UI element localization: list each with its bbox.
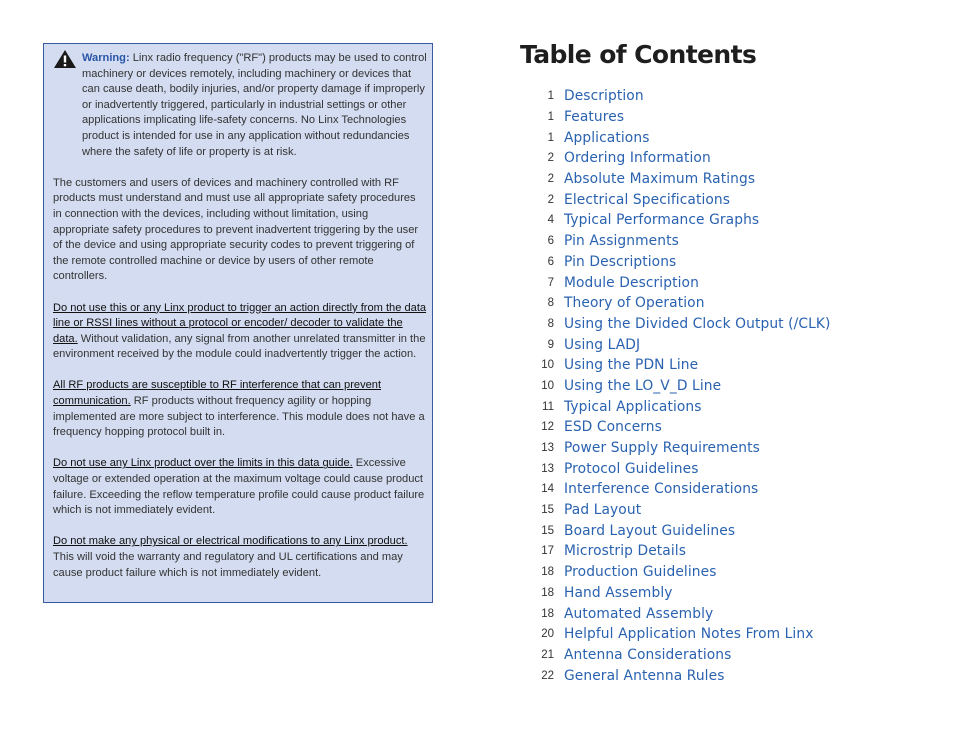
- toc-link[interactable]: General Antenna Rules: [564, 667, 725, 684]
- toc-link[interactable]: Microstrip Details: [564, 543, 687, 560]
- toc-page-number: 20: [541, 628, 554, 641]
- toc-entry[interactable]: [520, 127, 831, 148]
- toc-page-number: 10: [541, 359, 554, 372]
- toc-page-number: 11: [542, 400, 554, 413]
- warning-triangle-icon: [53, 49, 77, 69]
- toc-entry[interactable]: [520, 665, 831, 686]
- toc-link[interactable]: Automated Assembly: [564, 605, 714, 622]
- toc-link[interactable]: Antenna Considerations: [564, 646, 732, 663]
- toc-link[interactable]: Using the Divided Clock Output (/CLK): [564, 315, 831, 332]
- toc-page-number: 18: [541, 586, 554, 599]
- toc-entry[interactable]: [520, 500, 831, 521]
- toc-entry[interactable]: [520, 169, 831, 190]
- toc-link[interactable]: ESD Concerns: [564, 419, 662, 436]
- toc-link[interactable]: Module Description: [564, 274, 699, 291]
- toc-page-number: 1: [547, 131, 554, 144]
- toc-page-number: 22: [541, 669, 554, 682]
- toc-entry[interactable]: [520, 479, 831, 500]
- toc-page-number: 15: [541, 504, 554, 517]
- toc-link[interactable]: Features: [564, 109, 625, 126]
- toc-entry[interactable]: [520, 293, 831, 314]
- toc-page-number: 8: [547, 297, 554, 310]
- toc-page-number: 17: [541, 545, 554, 558]
- toc-entry[interactable]: [520, 583, 831, 604]
- toc-page-number: 12: [541, 421, 554, 434]
- toc-entry[interactable]: [520, 645, 831, 666]
- toc-entry[interactable]: [520, 376, 831, 397]
- warning-text: [53, 51, 427, 581]
- toc-entry[interactable]: [520, 148, 831, 169]
- toc-entry[interactable]: [520, 252, 831, 273]
- toc-entry[interactable]: [520, 334, 831, 355]
- toc-page-number: 7: [547, 276, 554, 289]
- toc-page-number: 2: [547, 193, 554, 206]
- toc-page-number: 2: [547, 173, 554, 186]
- toc-link[interactable]: Interference Considerations: [564, 481, 759, 498]
- toc-link[interactable]: Electrical Specifications: [564, 191, 731, 208]
- warning-paragraph-2: The customers and users of devices and machinery controlled with RF products must understand and must use all appropriate safety procedures in connection with the devices, including without limitation, using appropriate safety procedures to prevent inadvertent triggering by the user of the device and using appropriate security codes to prevent triggering of the remote controlled machine or device by users of other remote controllers.: [53, 176, 419, 283]
- toc-entry[interactable]: [520, 624, 831, 645]
- toc-entry[interactable]: [520, 355, 831, 376]
- toc-entry[interactable]: [520, 562, 831, 583]
- warning-box: [43, 43, 433, 603]
- toc-page-number: 4: [547, 214, 554, 227]
- toc-page-number: 15: [541, 524, 554, 537]
- toc-entry[interactable]: [520, 603, 831, 624]
- toc-entry[interactable]: [520, 417, 831, 438]
- warning-paragraph-4: All RF products are susceptible to RF interference that can prevent communication. RF products without frequency agility or hopping implemented are more subject to interference. This module does not have a frequency hopping protocol built in.: [53, 379, 425, 439]
- warning-emphasis-5: Do not use any Linx product over the limits in this data guide.: [53, 457, 353, 470]
- toc-entry[interactable]: [520, 438, 831, 459]
- toc-page-number: 18: [541, 566, 554, 579]
- warning-paragraph-1: [53, 51, 427, 160]
- toc-entry[interactable]: [520, 189, 831, 210]
- toc-link[interactable]: Helpful Application Notes From Linx: [564, 626, 814, 643]
- toc-page-number: 21: [541, 648, 554, 661]
- toc-link[interactable]: Hand Assembly: [564, 584, 673, 601]
- toc-page-number: 18: [541, 607, 554, 620]
- warning-label: Warning:: [82, 52, 130, 64]
- toc-entry[interactable]: [520, 272, 831, 293]
- warning-intro-text: Linx radio frequency ("RF") products may be used to control machinery or devices remotely, including machinery or devices that can cause death, bodily injuries, and/or property damage if improperly or inadvertently triggered, particularly in industrial settings or other applications implicating life-safety concerns. No Linx Technologies product is intended for use in any application without redundancies where the safety of life or property is at risk.: [82, 52, 427, 158]
- toc-link[interactable]: Typical Performance Graphs: [564, 212, 760, 229]
- toc-page-number: 1: [547, 90, 554, 103]
- warning-paragraph-5: Do not use any Linx product over the limits in this data guide. Excessive voltage or extended operation at the maximum voltage could cause product failure. Exceeding the reflow temperature profile could cause product failure which is not immediately evident.: [53, 457, 425, 517]
- toc-link[interactable]: Using LADJ: [564, 336, 641, 353]
- toc-link[interactable]: Description: [564, 88, 644, 105]
- toc-page-number: 8: [547, 317, 554, 330]
- toc-link[interactable]: Pin Descriptions: [564, 253, 677, 270]
- toc-page-number: 2: [547, 152, 554, 165]
- toc-entry[interactable]: [520, 107, 831, 128]
- toc-page-number: 13: [541, 442, 554, 455]
- toc-entry[interactable]: [520, 314, 831, 335]
- toc-link[interactable]: Protocol Guidelines: [564, 460, 699, 477]
- toc-link[interactable]: Using the LO_V_D Line: [564, 377, 722, 394]
- toc-entry[interactable]: [520, 541, 831, 562]
- toc-page-number: 6: [547, 255, 554, 268]
- warning-emphasis-4: All RF products are susceptible to RF interference that can prevent communication.: [53, 379, 382, 408]
- toc-entry[interactable]: [520, 231, 831, 252]
- toc-entry[interactable]: [520, 210, 831, 231]
- toc-entry[interactable]: [520, 458, 831, 479]
- toc-link[interactable]: Pad Layout: [564, 502, 642, 519]
- warning-emphasis-3: Do not use this or any Linx product to trigger an action directly from the data line or RSSI lines without a protocol or encoder/ decoder to validate the data.: [53, 301, 427, 345]
- toc-link[interactable]: Absolute Maximum Ratings: [564, 171, 756, 188]
- toc-link[interactable]: Power Supply Requirements: [564, 440, 760, 457]
- toc-link[interactable]: Board Layout Guidelines: [564, 522, 736, 539]
- toc-entry[interactable]: [520, 520, 831, 541]
- toc-link[interactable]: Ordering Information: [564, 150, 711, 167]
- toc-page-number: 13: [541, 462, 554, 475]
- toc-link[interactable]: Theory of Operation: [564, 295, 705, 312]
- toc-page-number: 1: [547, 111, 554, 124]
- warning-paragraph-3: Do not use this or any Linx product to trigger an action directly from the data line or RSSI lines without a protocol or encoder/ decoder to validate the data. Without validation, any signal from another unrelated transmitter in the environment received by the module could inadvertently trigger the action.: [53, 301, 427, 361]
- toc-link[interactable]: Typical Applications: [564, 398, 702, 415]
- toc-title: Table of Contents: [520, 40, 757, 69]
- toc-link[interactable]: Using the PDN Line: [564, 357, 699, 374]
- toc-page-number: 9: [547, 338, 554, 351]
- warning-emphasis-6: Do not make any physical or electrical modifications to any Linx product.: [53, 535, 408, 548]
- toc-page-number: 14: [541, 483, 554, 496]
- toc-link[interactable]: Pin Assignments: [564, 233, 679, 250]
- toc-page-number: 10: [541, 379, 554, 392]
- toc-link[interactable]: Applications: [564, 129, 650, 146]
- toc-entry[interactable]: [520, 396, 831, 417]
- toc-entry[interactable]: [520, 86, 831, 107]
- toc-page-number: 6: [547, 235, 554, 248]
- warning-paragraph-6: Do not make any physical or electrical modifications to any Linx product. This will void the warranty and regulatory and UL certifications and may cause product failure which is not immediately evident.: [53, 535, 408, 579]
- toc-link[interactable]: Production Guidelines: [564, 564, 717, 581]
- toc-list: [520, 86, 831, 686]
